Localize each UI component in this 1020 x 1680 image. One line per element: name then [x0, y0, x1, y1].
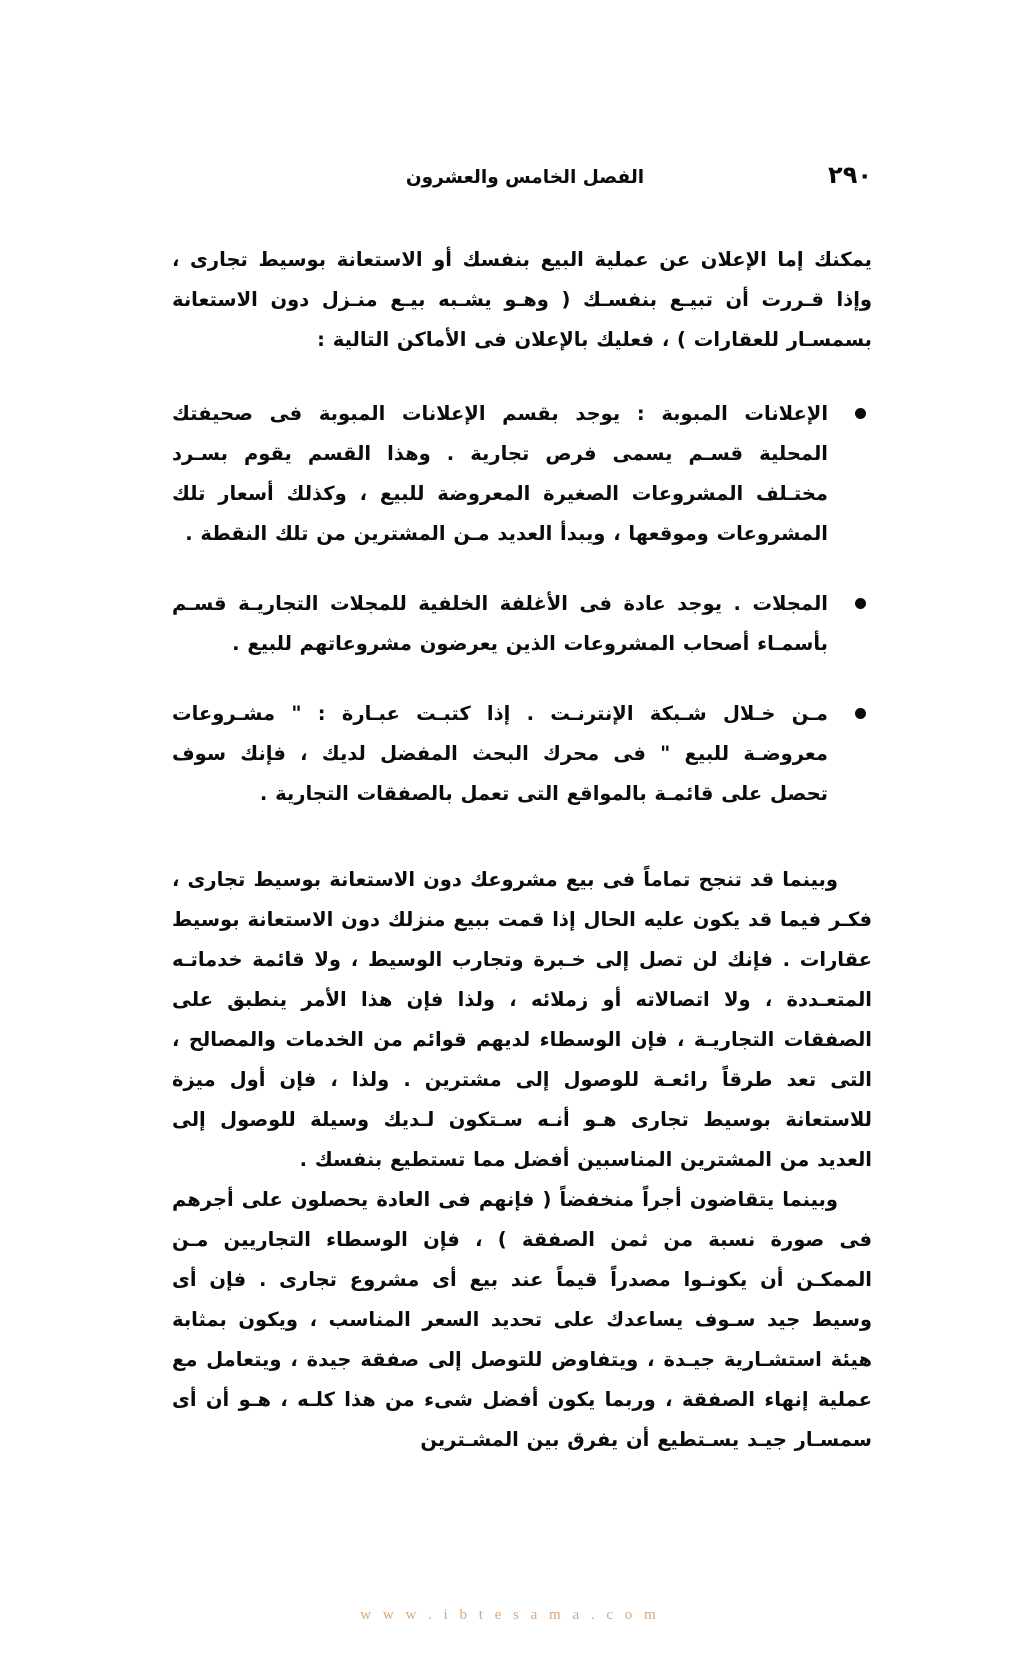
list-item-text: مـن خـلال شـبكة الإنترنـت . إذا كتبـت عبـارة : " مشـروعات معروضـة للبيع " فى محرك البحث المفضل لديك ، فإنك سوف تحصل على قائمـة بالمواقع التى تعمل بالصفقات التجارية . [172, 702, 828, 805]
list-item [172, 694, 872, 814]
spacer [172, 814, 872, 860]
list-item-text: الإعلانات المبوبة : يوجد بقسم الإعلانات المبوبة فى صحيفتك المحلية قسـم يسمى فرص تجارية . وهذا القسم يقوم بسـرد مختـلف المشروعات الصغيرة المعروضة للبيع ، وكذلك أسعار تلك المشروعات وموقعها ، ويبدأ العديد مـن المشترين من تلك النقطة . [172, 402, 828, 545]
list-item-text: المجلات . يوجد عادة فى الأغلفة الخلفية للمجلات التجاريـة قسـم بأسمـاء أصحاب المشروعات الذين يعرضون مشروعاتهم للبيع . [172, 592, 828, 655]
page-number: ٢٩٠ [828, 161, 872, 189]
body-paragraph-three: وبينما يتقاضون أجراً منخفضاً ( فإنهم فى العادة يحصلون على أجرهم فى صورة نسبة من ثمن الصفقة ) ، فإن الوسطاء التجاريين مـن الممكـن أن يكونـوا مصدراً قيماً عند بيع أى مشروع تجارى . فإن أى وسيط جيد سـوف يساعدك على تحديد السعر المناسب ، ويكون بمثابة هيئة استشـارية جيـدة ، ويتفاوض للتوصل إلى صفقة جيدة ، ويتعامل مع عملية إنهاء الصفقة ، وربما يكون أفضل شىء من هذا كلـه ، هـو أن أى سمسـار جيـد يسـتطيع أن يفرق بين المشـترين [172, 1188, 872, 1451]
bullet-dot-icon [855, 598, 866, 609]
page-content [172, 240, 872, 1460]
bullet-dot-icon [855, 708, 866, 719]
chapter-title: الفصل الخامس والعشرون [405, 167, 645, 188]
body-paragraph-two: وبينما قد تنجح تماماً فى بيع مشروعك دون الاستعانة بوسيط تجارى ، فكـر فيما قد يكون عليه الحال إذا قمت ببيع منزلك دون الاستعانة بوسيط عقارات . فإنك لن تصل إلى خـبرة وتجارب الوسيط ، ولا قائمة خدماتـه المتعـددة ، ولا اتصالاته أو زملائه ، ولذا فإن هذا الأمر ينطبق على الصفقات التجاريـة ، فإن الوسطاء لديهم قوائم من الخدمات والمصالح ، التى تعد طرقاً رائعـة للوصول إلى مشترين . ولذا ، فإن أول ميزة للاستعانة بوسيط تجارى هـو أنـه سـتكون لـديك وسيلة للوصول إلى العديد من المشترين المناسبين أفضل مما تستطيع بنفسك . [172, 868, 872, 1171]
list-item [172, 584, 872, 664]
running-head [148, 163, 872, 197]
footer-watermark: w w w . i b t e s a m a . c o m [360, 1607, 660, 1623]
list-item [172, 394, 872, 554]
bullet-dot-icon [855, 408, 866, 419]
spacer [172, 360, 872, 394]
intro-paragraph: يمكنك إما الإعلان عن عملية البيع بنفسك أو الاستعانة بوسيط تجارى ، وإذا قـررت أن تبيـع بنفسـك ( وهـو يشـبه بيـع منـزل دون الاستعانة بسمسـار للعقارات ) ، فعليك بالإعلان فى الأماكن التالية : [172, 248, 872, 351]
bullet-list [172, 394, 872, 814]
